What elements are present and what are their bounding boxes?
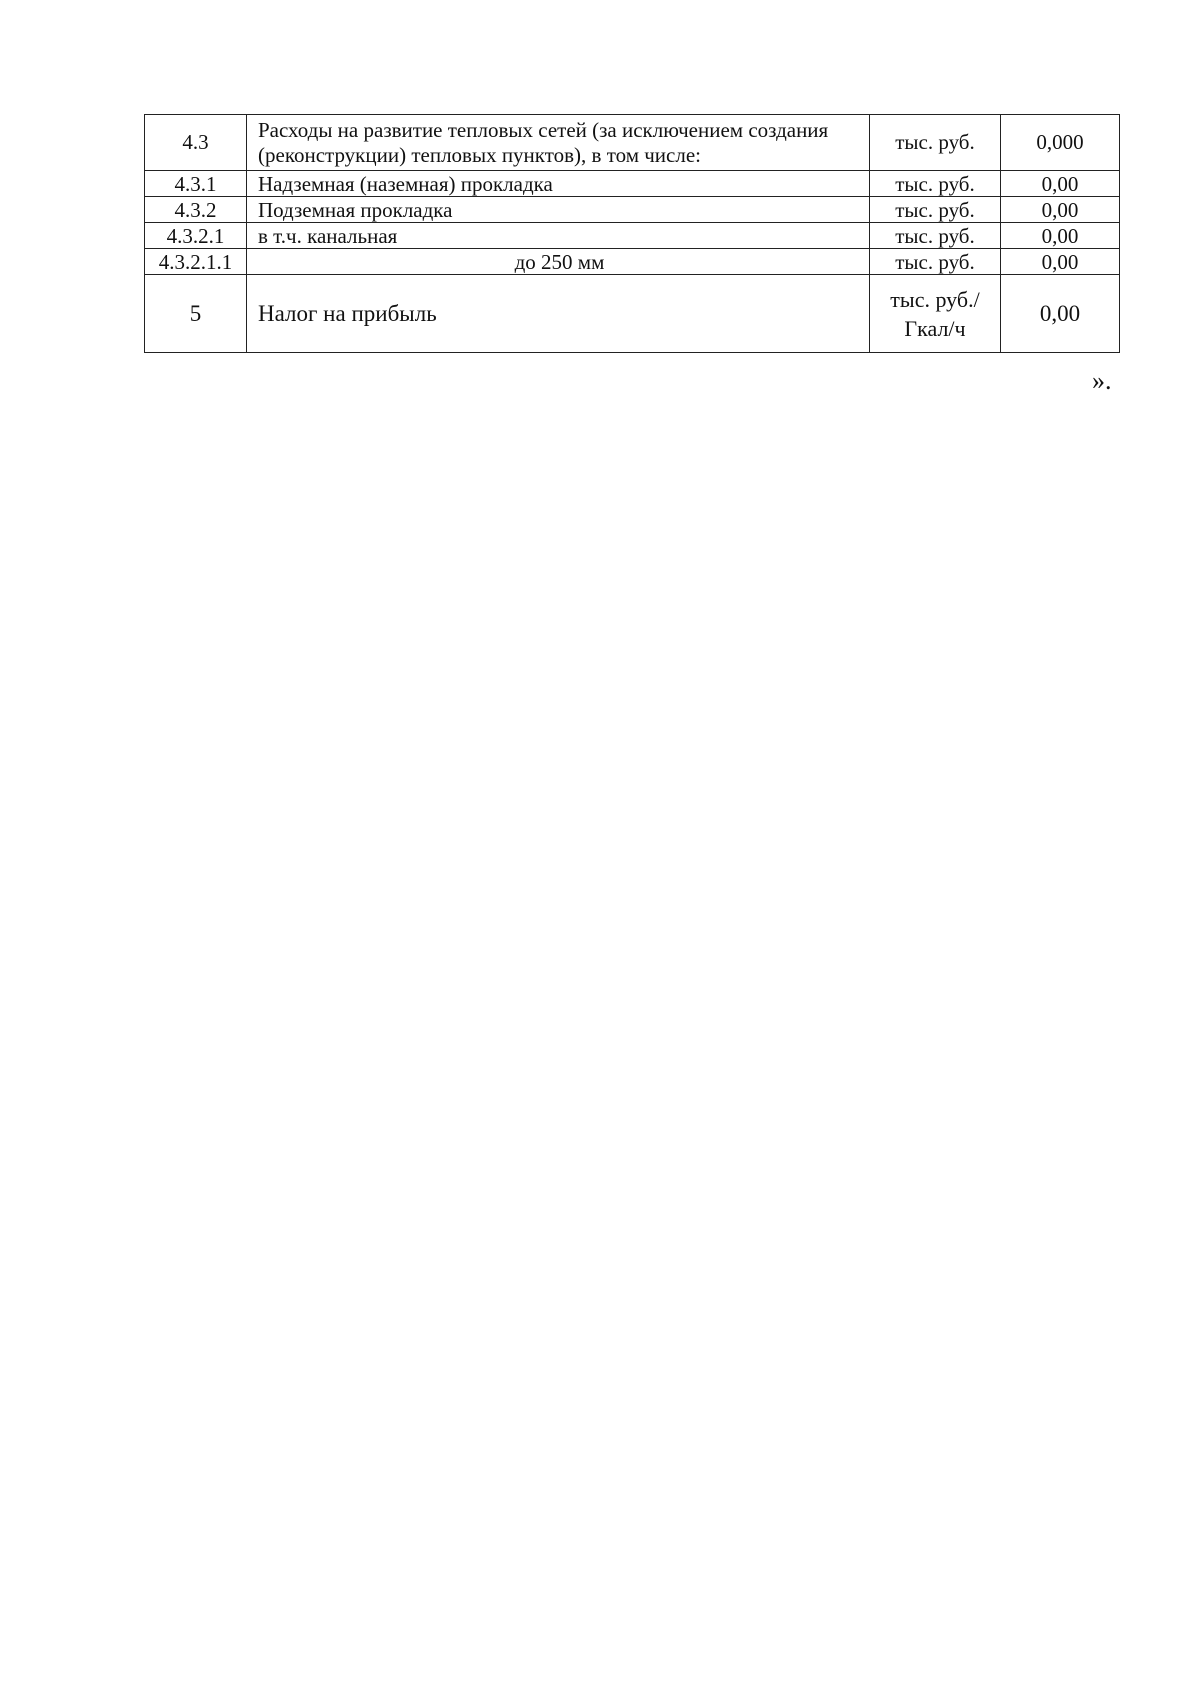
row-value: 0,00	[1001, 197, 1120, 223]
row-number: 4.3.2.1.1	[145, 249, 247, 275]
row-unit: тыс. руб.	[870, 171, 1001, 197]
row-name: в т.ч. канальная	[247, 223, 870, 249]
row-unit: тыс. руб.	[870, 197, 1001, 223]
row-name: Налог на прибыль	[247, 275, 870, 353]
row-unit: тыс. руб.	[870, 223, 1001, 249]
row-unit: тыс. руб.	[870, 249, 1001, 275]
table-row	[145, 275, 1120, 353]
row-name: Надземная (наземная) прокладка	[247, 171, 870, 197]
row-value: 0,00	[1001, 249, 1120, 275]
table-row	[145, 197, 1120, 223]
closing-quote-mark: ».	[1092, 366, 1112, 395]
table-row	[145, 171, 1120, 197]
row-value: 0,000	[1001, 115, 1120, 171]
table-row	[145, 223, 1120, 249]
row-value: 0,00	[1001, 275, 1120, 353]
row-unit: тыс. руб./ Гкал/ч	[870, 275, 1001, 353]
row-name: до 250 мм	[247, 249, 870, 275]
row-number: 4.3	[145, 115, 247, 171]
row-number: 4.3.2	[145, 197, 247, 223]
row-number: 4.3.2.1	[145, 223, 247, 249]
row-name: Расходы на развитие тепловых сетей (за исключением создания (реконструкции) тепловых пунктов), в том числе:	[247, 115, 870, 171]
row-name: Подземная прокладка	[247, 197, 870, 223]
row-value: 0,00	[1001, 171, 1120, 197]
table-row	[145, 249, 1120, 275]
row-value: 0,00	[1001, 223, 1120, 249]
row-number: 5	[145, 275, 247, 353]
table-row	[145, 115, 1120, 171]
tariff-table	[144, 114, 1120, 353]
row-unit: тыс. руб.	[870, 115, 1001, 171]
row-number: 4.3.1	[145, 171, 247, 197]
